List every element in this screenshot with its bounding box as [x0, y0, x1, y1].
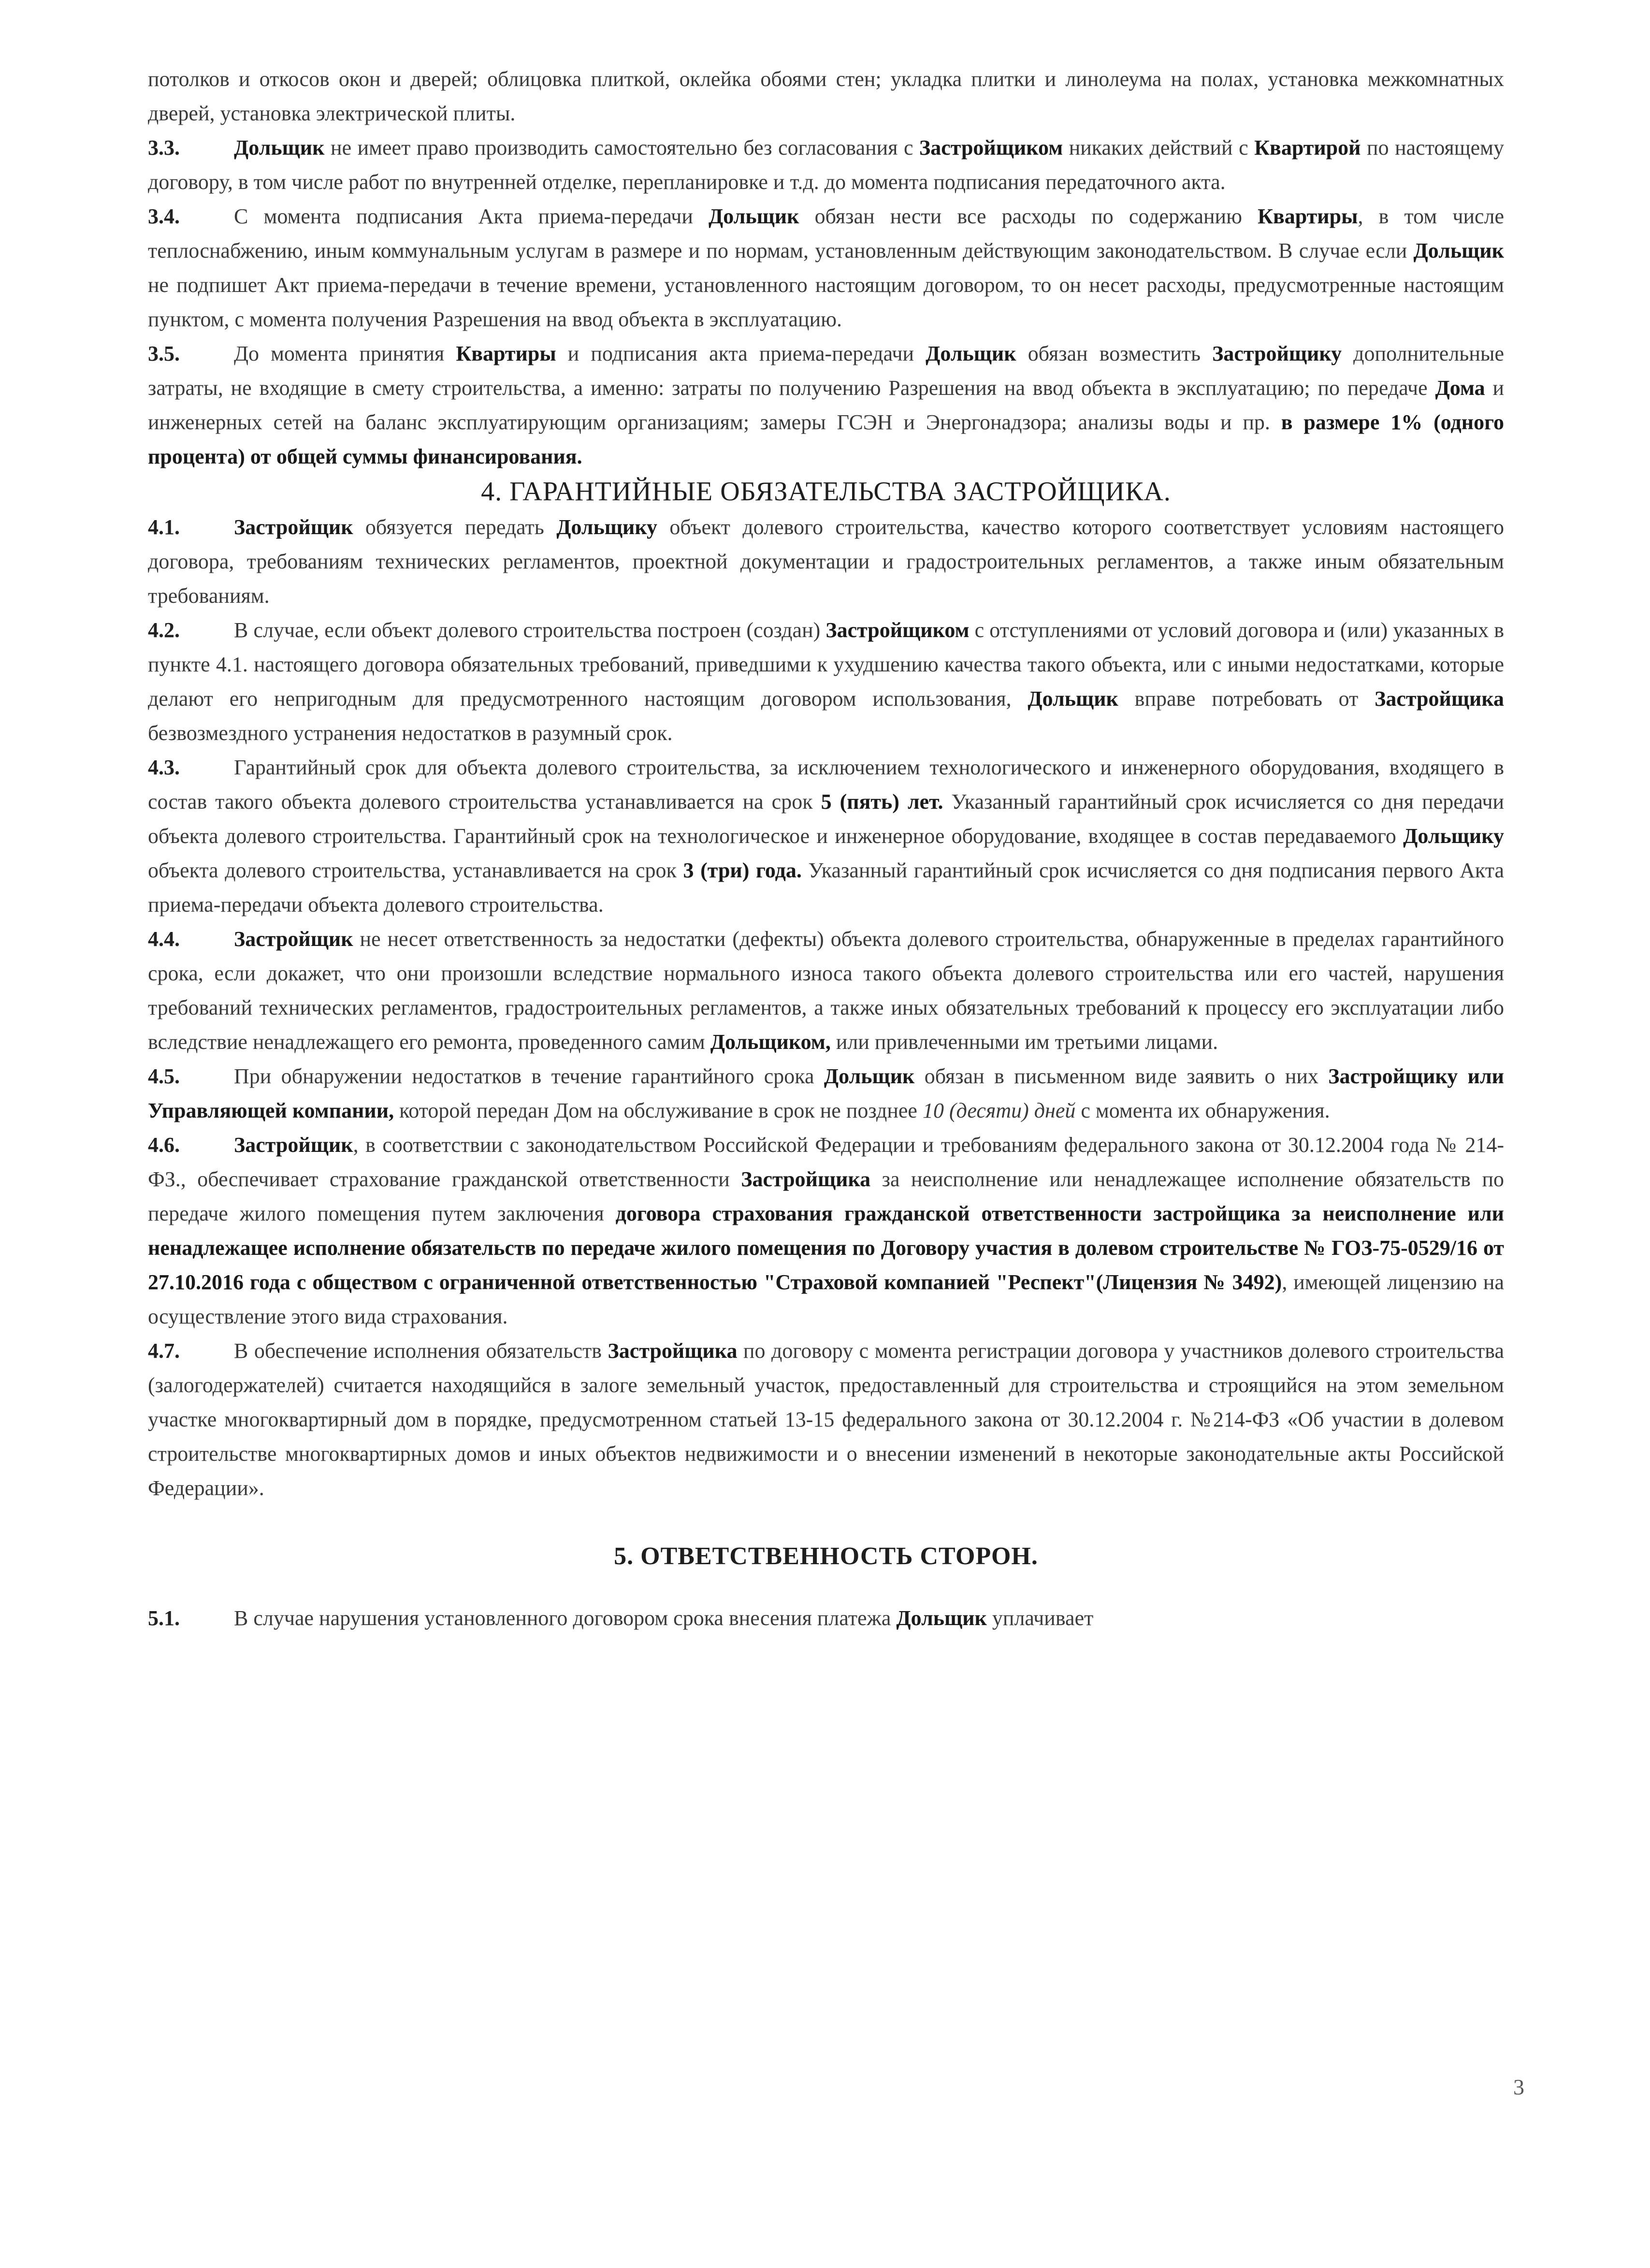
- text-run: за неисполнение или ненадлежащее исполнение обязательств по передаче жилого помещения путем заключения: [148, 1167, 1504, 1225]
- clause-4-1: [148, 510, 1504, 613]
- text-run: , в том числе теплоснабжению, иным коммунальным услугам в размере и по нормам, установленным действующим законодательством. В случае если: [148, 204, 1505, 262]
- clause-4-5: [148, 1059, 1504, 1128]
- text-run: Гарантийный срок для объекта долевого строительства, за исключением технологического и инженерного оборудования, входящего в состав такого объекта долевого строительства устанавливается на срок: [148, 756, 1504, 814]
- bold-run: Застройщику или Управляющей компании,: [148, 1064, 1504, 1122]
- text-run: безвозмездного устранения недостатков в разумный срок.: [148, 721, 673, 745]
- text-run: При обнаружении недостатков в течение гарантийного срока: [234, 1064, 824, 1088]
- bold-run: Застройщиком: [919, 136, 1063, 160]
- clause-3-4: [148, 199, 1504, 336]
- bold-run: Дольщику: [556, 515, 658, 539]
- text-run: С момента подписания Акта приема-передачи: [234, 204, 709, 228]
- bold-run: Дольщик: [709, 204, 799, 228]
- text-run: по настоящему договору, в том числе работ по внутренней отделке, перепланировке и т.д. до момента подписания передаточного акта.: [148, 136, 1504, 194]
- bold-run: в размере 1% (одного процента) от общей суммы финансирования.: [148, 410, 1505, 468]
- bold-run: Дольщик: [824, 1064, 915, 1088]
- section-4-title: 4. ГАРАНТИЙНЫЕ ОБЯЗАТЕЛЬСТВА ЗАСТРОЙЩИКА.: [481, 477, 1171, 507]
- italic-run: 10 (десяти) дней: [922, 1099, 1076, 1122]
- page-number: 3: [1513, 2075, 1524, 2099]
- text-run: В случае нарушения установленного договором срока внесения платежа: [234, 1606, 897, 1630]
- text-run: Указанный гарантийный срок исчисляется со дня передачи объекта долевого строительства. Гарантийный срок на технологическое и инженерное оборудование, входящее в состав передаваемого: [148, 790, 1504, 848]
- text-run: В случае, если объект долевого строительства построен (создан): [234, 618, 826, 642]
- clause-number: 4.4.: [148, 927, 180, 951]
- bold-run: Дольщик: [1413, 239, 1504, 262]
- document-body: [148, 62, 1504, 1635]
- clause-number: 3.5.: [148, 342, 180, 365]
- bold-run: Дольщик: [926, 342, 1016, 365]
- clause-4-6: [148, 1128, 1504, 1334]
- text-run: обязан нести все расходы по содержанию: [799, 204, 1258, 228]
- text-run: и подписания акта приема-передачи: [556, 342, 926, 365]
- clause-number: 4.2.: [148, 618, 180, 642]
- text-run: потолков и откосов окон и дверей; облицовка плиткой, оклейка обоями стен; укладка плитки и линолеума на полах, установка межкомнатных дверей, установка электрической плиты.: [148, 67, 1504, 125]
- bold-run: договора страхования гражданской ответственности застройщика за неисполнение или ненадлежащее исполнение обязательств по передаче жилого помещения по Договору участия в долевом строительстве № ГОЗ-75-0529/16 от 27.10.2016 года с обществом с ограниченной ответственностью "Страховой компанией "Респект"(Лицензия № 3492): [148, 1202, 1504, 1294]
- bold-run: Дома: [1435, 376, 1485, 400]
- text-run: вправе потребовать от: [1118, 687, 1375, 711]
- bold-run: Застройщик: [234, 927, 353, 951]
- text-run: обязуется передать: [353, 515, 557, 539]
- bold-run: Квартиры: [1258, 204, 1358, 228]
- text-run: До момента принятия: [234, 342, 456, 365]
- bold-run: 3 (три) года.: [683, 858, 802, 882]
- bold-run: Квартиры: [456, 342, 556, 365]
- text-run: объекта долевого строительства, устанавливается на срок: [148, 858, 683, 882]
- clause-number: 5.1.: [148, 1606, 180, 1630]
- text-run: не несет ответственность за недостатки (дефекты) объекта долевого строительства, обнаруженные в пределах гарантийного срока, если докажет, что они произошли вследствие нормального износа такого объекта долевого строительства или его частей, нарушения требований технических регламентов, градостроительных регламентов, а также иных обязательных требований к процессу его эксплуатации либо вследствие ненадлежащего его ремонта, проведенного самим: [148, 927, 1504, 1054]
- text-run: с отступлениями от условий договора и (или) указанных в пункте 4.1. настоящего договора обязательных требований, приведшими к ухудшению качества такого объекта, или с иными недостатками, которые делают его непригодным для предусмотренного настоящим договором использования,: [148, 618, 1504, 711]
- clause-4-2: [148, 613, 1504, 750]
- text-run: объект долевого строительства, качество которого соответствует условиям настоящего договора, требованиям технических регламентов, проектной документации и градостроительных регламентов, а также иным обязательным требованиям.: [148, 515, 1504, 608]
- text-run: которой передан Дом на обслуживание в срок не позднее: [394, 1099, 923, 1122]
- bold-run: Застройщику: [1212, 342, 1342, 365]
- section-5-clauses: [148, 1601, 1504, 1635]
- bold-run: Дольщик: [234, 136, 325, 160]
- bold-run: Застройщик: [234, 515, 353, 539]
- text-run: В обеспечение исполнения обязательств: [234, 1339, 608, 1363]
- bold-run: Дольщиком,: [710, 1030, 831, 1054]
- text-run: не имеет право производить самостоятельно без согласования с: [324, 136, 920, 160]
- bold-run: Застройщика: [608, 1339, 738, 1363]
- bold-run: Застройщиком: [825, 618, 970, 642]
- clause-number: 4.3.: [148, 756, 180, 779]
- text-run: обязан возместить: [1016, 342, 1213, 365]
- text-run: никаких действий с: [1063, 136, 1255, 160]
- section-5-title: 5. ОТВЕТСТВЕННОСТЬ СТОРОН.: [614, 1542, 1038, 1570]
- text-run: с момента их обнаружения.: [1075, 1099, 1330, 1122]
- text-run: , в соответствии с законодательством Российской Федерации и требованиям федерального закона от 30.12.2004 года № 214-ФЗ., обеспечивает страхование гражданской ответственности: [148, 1133, 1504, 1191]
- bold-run: Застройщика: [1375, 687, 1505, 711]
- clause-4-3: [148, 750, 1504, 922]
- text-run: Указанный гарантийный срок исчисляется со дня подписания первого Акта приема-передачи объекта долевого строительства.: [148, 858, 1504, 916]
- clause-4-4: [148, 922, 1504, 1059]
- clause-number: 4.7.: [148, 1339, 180, 1363]
- clause-number: 4.5.: [148, 1064, 180, 1088]
- clause-number: 4.6.: [148, 1133, 180, 1157]
- bold-run: Дольщик: [1028, 687, 1118, 711]
- clause-3-3: [148, 131, 1504, 199]
- clause-3-5: [148, 336, 1504, 474]
- text-run: не подпишет Акт приема-передачи в течение времени, установленного настоящим договором, то он несет расходы, предусмотренные настоящим пунктом, с момента получения Разрешения на ввод объекта в эксплуатацию.: [148, 273, 1504, 331]
- text-run: или привлеченными им третьими лицами.: [830, 1030, 1218, 1054]
- clause-5-1: [148, 1601, 1504, 1635]
- bold-run: Квартирой: [1254, 136, 1361, 160]
- clause-number: 3.3.: [148, 136, 180, 160]
- text-run: обязан в письменном виде заявить о них: [914, 1064, 1329, 1088]
- bold-run: Застройщика: [741, 1167, 871, 1191]
- bold-run: Дольщик: [896, 1606, 987, 1630]
- text-run: уплачивает: [986, 1606, 1094, 1630]
- clause-number: 3.4.: [148, 204, 180, 228]
- section-4-clauses: [148, 510, 1504, 1505]
- text-run: , имеющей лицензию на осуществление этого вида страхования.: [148, 1270, 1505, 1328]
- clause-number: 4.1.: [148, 515, 180, 539]
- text-run: дополнительные затраты, не входящие в смету строительства, а именно: затраты по получению Разрешения на ввод объекта в эксплуатацию; по передаче: [148, 342, 1504, 400]
- clause-4-7: [148, 1334, 1504, 1505]
- text-run: и инженерных сетей на баланс эксплуатирующим организациям; замеры ГСЭН и Энергонадзора; анализы воды и пр.: [148, 376, 1505, 434]
- text-run: по договору с момента регистрации договора у участников долевого строительства (залогодержателей) считается находящийся в залоге земельный участок, предоставленный для строительства и строящийся на этом земельном участке многоквартирный дом в порядке, предусмотренном статьей 13-15 федерального закона от 30.12.2004 г. №214-ФЗ «Об участии в долевом строительстве многоквартирных домов и иных объектов недвижимости и о внесении изменений в некоторые законодательные акты Российской Федерации».: [148, 1339, 1504, 1500]
- continuation-paragraph: [148, 62, 1504, 131]
- bold-run: Застройщик: [234, 1133, 353, 1157]
- bold-run: Дольщику: [1403, 824, 1504, 848]
- section-3-clauses: [148, 131, 1504, 474]
- bold-run: 5 (пять) лет.: [821, 790, 943, 814]
